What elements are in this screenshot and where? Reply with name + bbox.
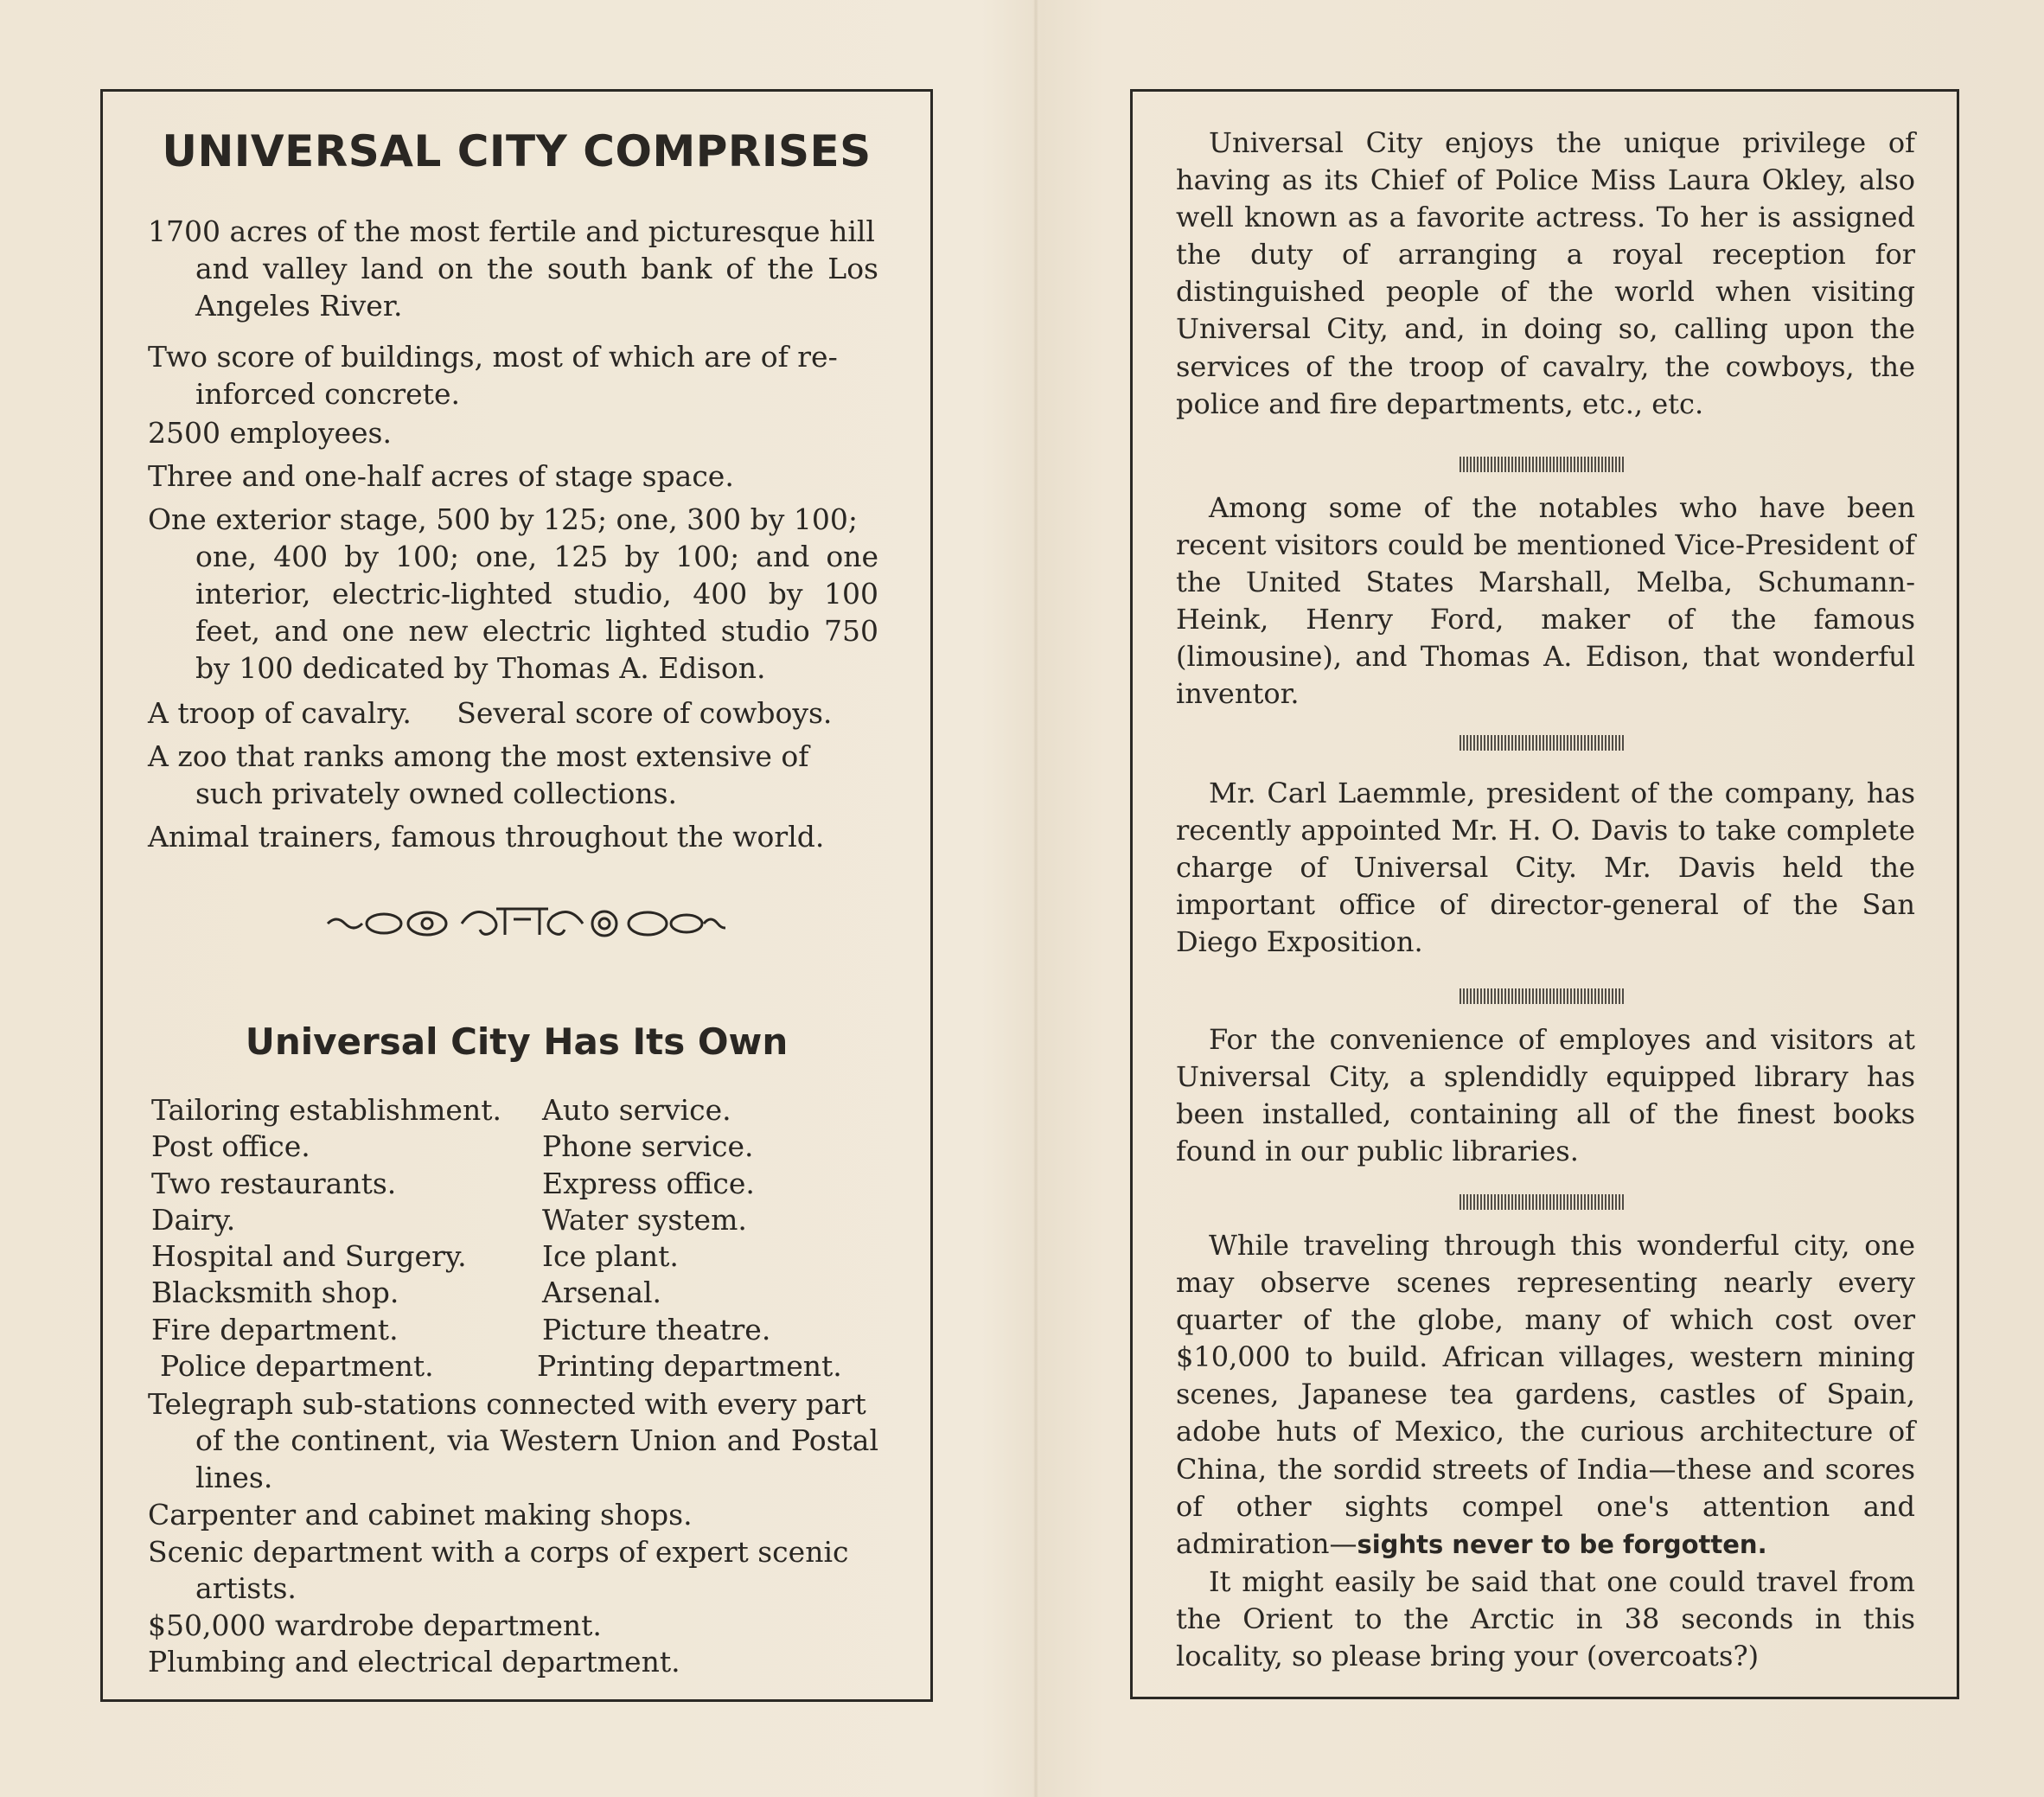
paragraph-scenes xyxy=(1176,1227,1915,1675)
ornament-flourish xyxy=(319,902,725,945)
list-item: Ice plant. xyxy=(542,1239,679,1274)
item-rest: such privately owned collections. xyxy=(195,777,678,810)
paragraph-text: For the convenience of employes and visitors at Universal City, a splendidly equipped library has been installed, containing all of the finest books found in our public libraries. xyxy=(1176,1023,1915,1168)
paragraph-police-chief xyxy=(1176,125,1915,423)
list-item: Auto service. xyxy=(542,1093,731,1127)
list-item: Tailoring establishment. xyxy=(151,1093,501,1127)
item-rest: inforced concrete. xyxy=(195,377,460,411)
scenes-bold-text: sights never to be forgotten. xyxy=(1357,1529,1767,1559)
paragraph-text-overcoats: It might easily be said that one could travel from the Orient to the Arctic in 38 seconds in this locality, so please bring your (overcoats?) xyxy=(1176,1564,1915,1673)
list-item: Water system. xyxy=(542,1202,747,1237)
item-rest: and valley land on the south bank of the Los Angeles River. xyxy=(195,252,878,323)
item-lead: Two score of buildings, most of which are of re- xyxy=(148,340,838,374)
list-item: Blacksmith shop. xyxy=(151,1276,399,1310)
list-item: Dairy. xyxy=(151,1202,236,1237)
list-item xyxy=(148,694,878,732)
right-panel xyxy=(1130,89,1959,1699)
paragraph-notables xyxy=(1176,489,1915,713)
divider-rule xyxy=(1457,987,1630,1006)
list-item: Picture theatre. xyxy=(542,1312,771,1346)
list-item xyxy=(148,738,878,812)
item-lead: 2500 employees. xyxy=(148,416,392,450)
list-item xyxy=(148,414,878,451)
item-lead: Telegraph sub-stations connected with every part xyxy=(148,1387,866,1421)
list-item xyxy=(148,1497,878,1533)
divider-rule xyxy=(1457,733,1630,752)
has-its-own-heading: Universal City Has Its Own xyxy=(245,1020,789,1063)
item-lead: Carpenter and cabinet making shops. xyxy=(148,1498,693,1532)
list-item: Post office. xyxy=(151,1129,310,1164)
divider-rule xyxy=(1457,455,1630,474)
list-item xyxy=(148,213,878,324)
item-lead: One exterior stage, 500 by 125; one, 300 by 100; xyxy=(148,502,859,536)
paragraph-text: Universal City enjoys the unique privilege of having as its Chief of Police Miss Laura Okley, also well known as a favorite actress. To her is assigned the duty of arranging a royal reception for distinguished people of the world when visiting Universal City, and, in doing so, calling upon the services of the troop of cavalry, the cowboys, the police and fire departments, etc., etc. xyxy=(1176,126,1915,420)
list-item xyxy=(148,1608,878,1644)
list-item: Express office. xyxy=(542,1166,755,1200)
item-rest: of the continent, via Western Union and Postal lines. xyxy=(195,1423,878,1494)
list-item: Printing department. xyxy=(537,1349,842,1384)
item-lead: A troop of cavalry. Several score of cowboys. xyxy=(148,696,833,730)
list-item: Arsenal. xyxy=(542,1276,662,1310)
list-item: Fire department. xyxy=(151,1312,399,1346)
divider-rule xyxy=(1457,1193,1630,1212)
paragraph-library xyxy=(1176,1021,1915,1170)
item-rest: artists. xyxy=(195,1571,297,1606)
list-item: Hospital and Surgery. xyxy=(151,1239,467,1274)
item-lead: $50,000 wardrobe department. xyxy=(148,1608,602,1642)
list-item: Two restaurants. xyxy=(151,1166,397,1200)
item-lead: Scenic department with a corps of expert scenic xyxy=(148,1535,849,1569)
list-item xyxy=(148,1644,878,1680)
paragraph-laemmle xyxy=(1176,775,1915,961)
item-lead: A zoo that ranks among the most extensive of xyxy=(148,739,809,773)
paragraph-text: Mr. Carl Laemmle, president of the company, has recently appointed Mr. H. O. Davis to take complete charge of Universal City. Mr. Davis held the important office of director-general of the San Diego Exposition. xyxy=(1176,777,1915,959)
list-item xyxy=(148,1534,878,1608)
list-item: Phone service. xyxy=(542,1129,754,1164)
comprises-heading: UNIVERSAL CITY COMPRISES xyxy=(162,126,872,176)
item-lead: Plumbing and electrical department. xyxy=(148,1645,680,1679)
item-rest: one, 400 by 100; one, 125 by 100; and one interior, electric-lighted studio, 400 by 100 feet, and one new electric lighted studio 750 by 100 dedicated by Thomas A. Edison. xyxy=(195,540,878,685)
list-item: Police department. xyxy=(160,1349,434,1384)
list-item xyxy=(148,1386,878,1496)
item-lead: Three and one-half acres of stage space. xyxy=(148,459,734,493)
list-item xyxy=(148,818,878,855)
paragraph-text xyxy=(1176,1227,1915,1564)
list-item xyxy=(148,338,878,412)
scenes-text: While traveling through this wonderful city, one may observe scenes representing nearly every quarter of the globe, many of which cost over $10,000 to build. African villages, western mining scenes, Japanese tea gardens, castles of Spain, adobe huts of Mexico, the curious architecture of China, the sordid streets of India—these and scores of other sights compel one's attention and admiration— xyxy=(1176,1229,1915,1560)
item-lead: Animal trainers, famous throughout the world. xyxy=(148,820,825,854)
list-item xyxy=(148,501,878,687)
services-column-2 xyxy=(537,1092,842,1385)
left-panel xyxy=(100,89,933,1702)
services-column-1 xyxy=(151,1092,501,1385)
center-fold xyxy=(1033,0,1038,1797)
list-item xyxy=(148,457,878,495)
paragraph-text: Among some of the notables who have been recent visitors could be mentioned Vice-President of the United States Marshall, Melba, Schumann-Heink, Henry Ford, maker of the famous (limousine), and Thomas A. Edison, that wonderful inventor. xyxy=(1176,491,1915,711)
item-lead: 1700 acres of the most fertile and picturesque hill xyxy=(148,214,875,248)
